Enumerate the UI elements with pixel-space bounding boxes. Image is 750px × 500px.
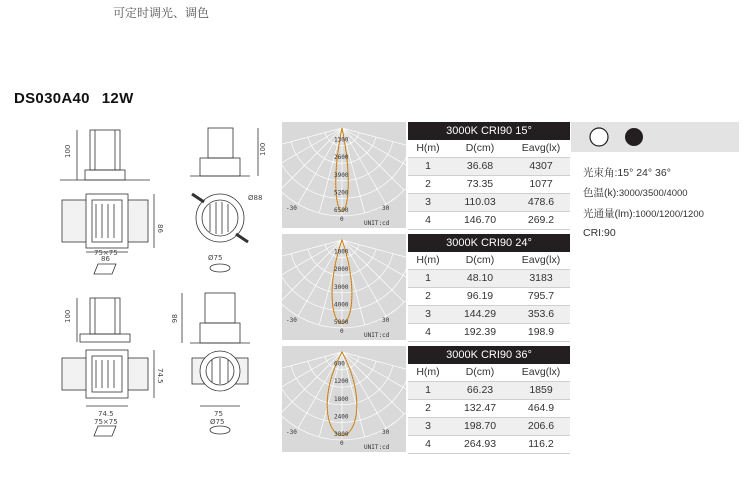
table-row — [408, 306, 570, 324]
header-illuminance: Eavg(lx) — [521, 142, 561, 154]
polar-angle-left: -30 — [286, 205, 297, 212]
cell-h: 4 — [425, 438, 431, 450]
polar-grid-radial — [282, 240, 342, 263]
polar-grid-radial — [342, 240, 404, 302]
white-finish-swatch[interactable] — [590, 128, 608, 146]
polar-angle-left: -30 — [286, 317, 297, 324]
cct-label: 色温(k) — [583, 187, 617, 199]
polar-grid-radial — [342, 128, 406, 172]
black-finish-swatch[interactable] — [625, 128, 643, 146]
table-row — [408, 212, 570, 230]
polar-unit-label: UNIT:cd — [364, 220, 390, 227]
cell-h: 3 — [425, 308, 431, 320]
header-illuminance: Eavg(lx) — [521, 366, 561, 378]
flux-value: :1000/1200/1200 — [632, 209, 704, 220]
cell-h: 1 — [425, 272, 431, 284]
polar-plot-36 — [282, 346, 406, 452]
cell-e: 478.6 — [527, 196, 555, 208]
cell-d: 144.29 — [463, 308, 497, 320]
cell-h: 2 — [425, 402, 431, 414]
polar-intensity-label: 1200 — [334, 378, 349, 386]
cell-h: 3 — [425, 420, 431, 432]
cell-d: 264.93 — [463, 438, 497, 450]
dim-cutout-round-2: Ø75 — [210, 418, 225, 426]
polar-angle-zero: 0 — [340, 440, 344, 447]
cell-e: 795.7 — [527, 290, 555, 302]
polar-plot-15 — [282, 122, 406, 228]
cell-d: 192.39 — [463, 326, 497, 338]
table-header-row — [408, 364, 570, 382]
cell-e: 1077 — [529, 178, 553, 190]
dim-height-745: 74.5 — [156, 368, 164, 384]
model-number: DS030A40 — [14, 90, 90, 107]
polar-intensity-label: 3000 — [334, 283, 349, 291]
polar-intensity-label: 1300 — [334, 136, 349, 144]
table-row — [408, 158, 570, 176]
cell-e: 116.2 — [528, 438, 554, 450]
polar-unit-label: UNIT:cd — [364, 444, 390, 451]
photometric-table-36 — [408, 346, 570, 454]
spec-flux — [583, 206, 704, 221]
cell-e: 206.6 — [527, 420, 555, 432]
table-title: 3000K CRI90 24° — [408, 234, 570, 252]
polar-angle-left: -30 — [286, 429, 297, 436]
finish-swatches — [571, 122, 739, 152]
cell-d: 146.70 — [463, 214, 497, 226]
beam-label: 光束角: — [583, 167, 618, 179]
header-height: H(m) — [416, 142, 440, 154]
table-row — [408, 418, 570, 436]
cutout-square-icon — [94, 264, 116, 274]
polar-grid-radial — [342, 128, 406, 151]
table-row — [408, 194, 570, 212]
polar-intensity-label: 2400 — [334, 413, 349, 421]
table-row — [408, 270, 570, 288]
cell-d: 73.35 — [466, 178, 494, 190]
cell-h: 4 — [425, 214, 431, 226]
dim-height-3: 100 — [64, 309, 72, 323]
table-row — [408, 382, 570, 400]
cell-e: 198.9 — [527, 326, 555, 338]
polar-grid-radial — [342, 352, 404, 414]
dim-height-2: 100 — [259, 142, 267, 156]
polar-angle-right: 30 — [382, 205, 390, 212]
photometric-table-24 — [408, 234, 570, 342]
polar-intensity-label: 3000 — [334, 431, 349, 438]
cell-h: 3 — [425, 196, 431, 208]
polar-intensity-label: 5000 — [334, 319, 349, 326]
cell-e: 353.6 — [527, 308, 555, 320]
table-row — [408, 436, 570, 454]
polar-angle-zero: 0 — [340, 328, 344, 335]
polar-grid-radial — [282, 240, 342, 302]
polar-intensity-label: 4000 — [334, 301, 349, 309]
cell-h: 2 — [425, 290, 431, 302]
polar-grid-radial — [282, 128, 342, 151]
polar-intensity-label: 1000 — [334, 248, 349, 256]
polar-grid-radial — [282, 128, 342, 172]
polar-angle-right: 30 — [382, 429, 390, 436]
fixture-body-side — [90, 130, 120, 170]
polar-angle-right: 30 — [382, 317, 390, 324]
dim-width-745: 74.5 — [98, 410, 114, 418]
cell-e: 1859 — [529, 384, 553, 396]
header-height: H(m) — [416, 254, 440, 266]
table-row — [408, 288, 570, 306]
cell-h: 2 — [425, 178, 431, 190]
table-header-row — [408, 140, 570, 158]
cell-d: 36.68 — [466, 160, 494, 172]
header-diameter: D(cm) — [465, 366, 495, 378]
polar-angle-zero: 0 — [340, 216, 344, 223]
table-title: 3000K CRI90 15° — [408, 122, 570, 140]
cell-d: 132.47 — [463, 402, 497, 414]
header-diameter: D(cm) — [465, 142, 495, 154]
dim-cutout-square: 75×75 — [94, 249, 118, 257]
cell-d: 96.19 — [466, 290, 494, 302]
spec-cct — [583, 185, 688, 200]
cell-d: 48.10 — [466, 272, 494, 284]
cell-e: 269.2 — [527, 214, 555, 226]
dim-cutout-square-2: 75×75 — [94, 418, 118, 426]
dim-width-75: 75 — [214, 410, 223, 418]
cell-h: 1 — [425, 384, 431, 396]
polar-intensity-label: 3900 — [334, 171, 349, 179]
power-rating: 12W — [101, 90, 134, 107]
polar-grid-radial — [282, 128, 342, 190]
cell-d: 66.23 — [466, 384, 494, 396]
polar-intensity-label: 600 — [334, 360, 345, 368]
technical-drawings — [50, 118, 280, 448]
polar-plot-24 — [282, 234, 406, 340]
table-title: 3000K CRI90 36° — [408, 346, 570, 364]
table-row — [408, 324, 570, 342]
cct-value: :3000/3500/4000 — [616, 188, 688, 199]
table-row — [408, 400, 570, 418]
cell-e: 3183 — [529, 272, 553, 284]
beam-value: 15° 24° 36° — [617, 167, 671, 179]
polar-grid-radial — [342, 352, 406, 375]
cell-h: 1 — [425, 160, 431, 172]
polar-grid-radial — [342, 128, 386, 204]
product-subtitle: 可定时调光、调色 — [113, 6, 210, 20]
cell-e: 464.9 — [527, 402, 555, 414]
finish-color-bar — [571, 122, 739, 152]
flux-label: 光通量(lm) — [583, 208, 633, 220]
header-illuminance: Eavg(lx) — [521, 254, 561, 266]
cell-e: 4307 — [529, 160, 553, 172]
polar-grid-radial — [342, 352, 386, 428]
table-row — [408, 176, 570, 194]
polar-grid-radial — [342, 240, 386, 316]
spec-beam-angle — [583, 165, 671, 180]
product-title — [14, 90, 134, 107]
polar-grid-radial — [342, 240, 406, 263]
dim-height-1: 100 — [64, 144, 72, 158]
polar-intensity-label: 2600 — [334, 154, 349, 162]
cell-d: 110.03 — [464, 196, 496, 208]
table-header-row — [408, 252, 570, 270]
polar-intensity-label: 6500 — [334, 207, 349, 214]
polar-intensity-label: 2000 — [334, 266, 349, 274]
cell-d: 198.70 — [463, 420, 497, 432]
photometric-table-15 — [408, 122, 570, 230]
dim-diameter-88: Ø88 — [248, 194, 263, 202]
spec-cri: CRI:90 — [583, 227, 616, 239]
dim-height-98: 98 — [171, 314, 179, 323]
dim-cutout-round: Ø75 — [208, 254, 223, 262]
cutout-round-icon — [210, 264, 230, 272]
header-height: H(m) — [416, 366, 440, 378]
polar-intensity-label: 1800 — [334, 395, 349, 403]
dim-width-86: 86 — [101, 255, 110, 263]
polar-unit-label: UNIT:cd — [364, 332, 390, 339]
polar-grid-radial — [342, 128, 404, 190]
cell-h: 4 — [425, 326, 431, 338]
dim-height-86: 86 — [156, 224, 164, 233]
polar-intensity-label: 5200 — [334, 189, 349, 197]
polar-grid-radial — [282, 352, 342, 414]
header-diameter: D(cm) — [465, 254, 495, 266]
polar-grid-radial — [342, 240, 406, 284]
